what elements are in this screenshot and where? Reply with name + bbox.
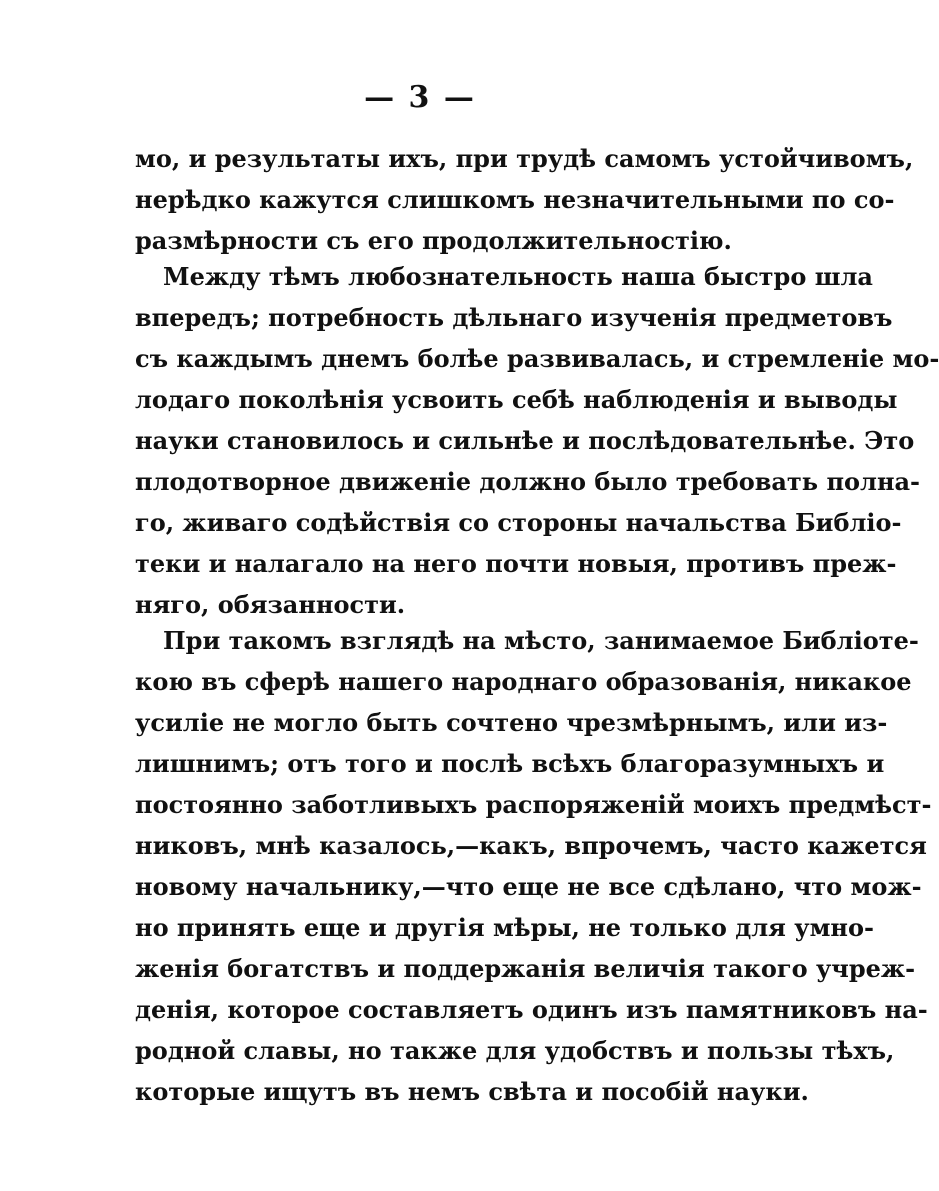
text-line: лодаго поколѣнія усвоить себѣ наблюденія и выводы	[135, 385, 898, 414]
text-line: го, живаго содѣйствія со стороны начальства Библіо-	[135, 508, 902, 537]
text-line: размѣрности съ его продолжительностію.	[135, 226, 732, 255]
text-line: лишнимъ; отъ того и послѣ всѣхъ благоразумныхъ и	[135, 749, 885, 778]
text-line: теки и налагало на него почти новыя, противъ преж-	[135, 549, 897, 578]
paragraph-3	[135, 620, 932, 1112]
text-line: денія, которое составляетъ одинъ изъ памятниковъ на-	[135, 995, 928, 1024]
text-line: плодотворное движеніе должно было требовать полна-	[135, 467, 921, 496]
text-line: няго, обязанности.	[135, 590, 406, 619]
text-line: которые ищутъ въ немъ свѣта и пособій науки.	[135, 1077, 809, 1106]
page-number: — 3 —	[364, 80, 476, 115]
text-line: мо, и результаты ихъ, при трудѣ самомъ устойчивомъ,	[135, 144, 914, 173]
text-line: женія богатствъ и поддержанія величія такого учреж-	[135, 954, 916, 983]
text-line: постоянно заботливыхъ распоряженій моихъ предмѣст-	[135, 790, 932, 819]
text-line: но принять еще и другія мѣры, не только для умно-	[135, 913, 874, 942]
text-line: кою въ сферѣ нашего народнаго образованія, никакое	[135, 667, 912, 696]
text-line: впередъ; потребность дѣльнаго изученія предметовъ	[135, 303, 893, 332]
text-line: новому начальнику,—что еще не все сдѣлано, что мож-	[135, 872, 922, 901]
text-line: При такомъ взглядѣ на мѣсто, занимаемое Библіоте-	[163, 626, 919, 655]
text-line: науки становилось и сильнѣе и послѣдовательнѣе. Это	[135, 426, 915, 455]
text-line: Между тѣмъ любознательность наша быстро шла	[163, 262, 873, 291]
paragraph-2	[135, 256, 939, 625]
text-line: нерѣдко кажутся слишкомъ незначительными по со-	[135, 185, 895, 214]
text-line: родной славы, но также для удобствъ и пользы тѣхъ,	[135, 1036, 895, 1065]
text-line: усиліе не могло быть сочтено чрезмѣрнымъ, или из-	[135, 708, 888, 737]
paragraph-1	[135, 138, 914, 261]
text-line: съ каждымъ днемъ болѣе развивалась, и стремленіе мо-	[135, 344, 939, 373]
text-line: никовъ, мнѣ казалось,—какъ, впрочемъ, часто кажется	[135, 831, 927, 860]
